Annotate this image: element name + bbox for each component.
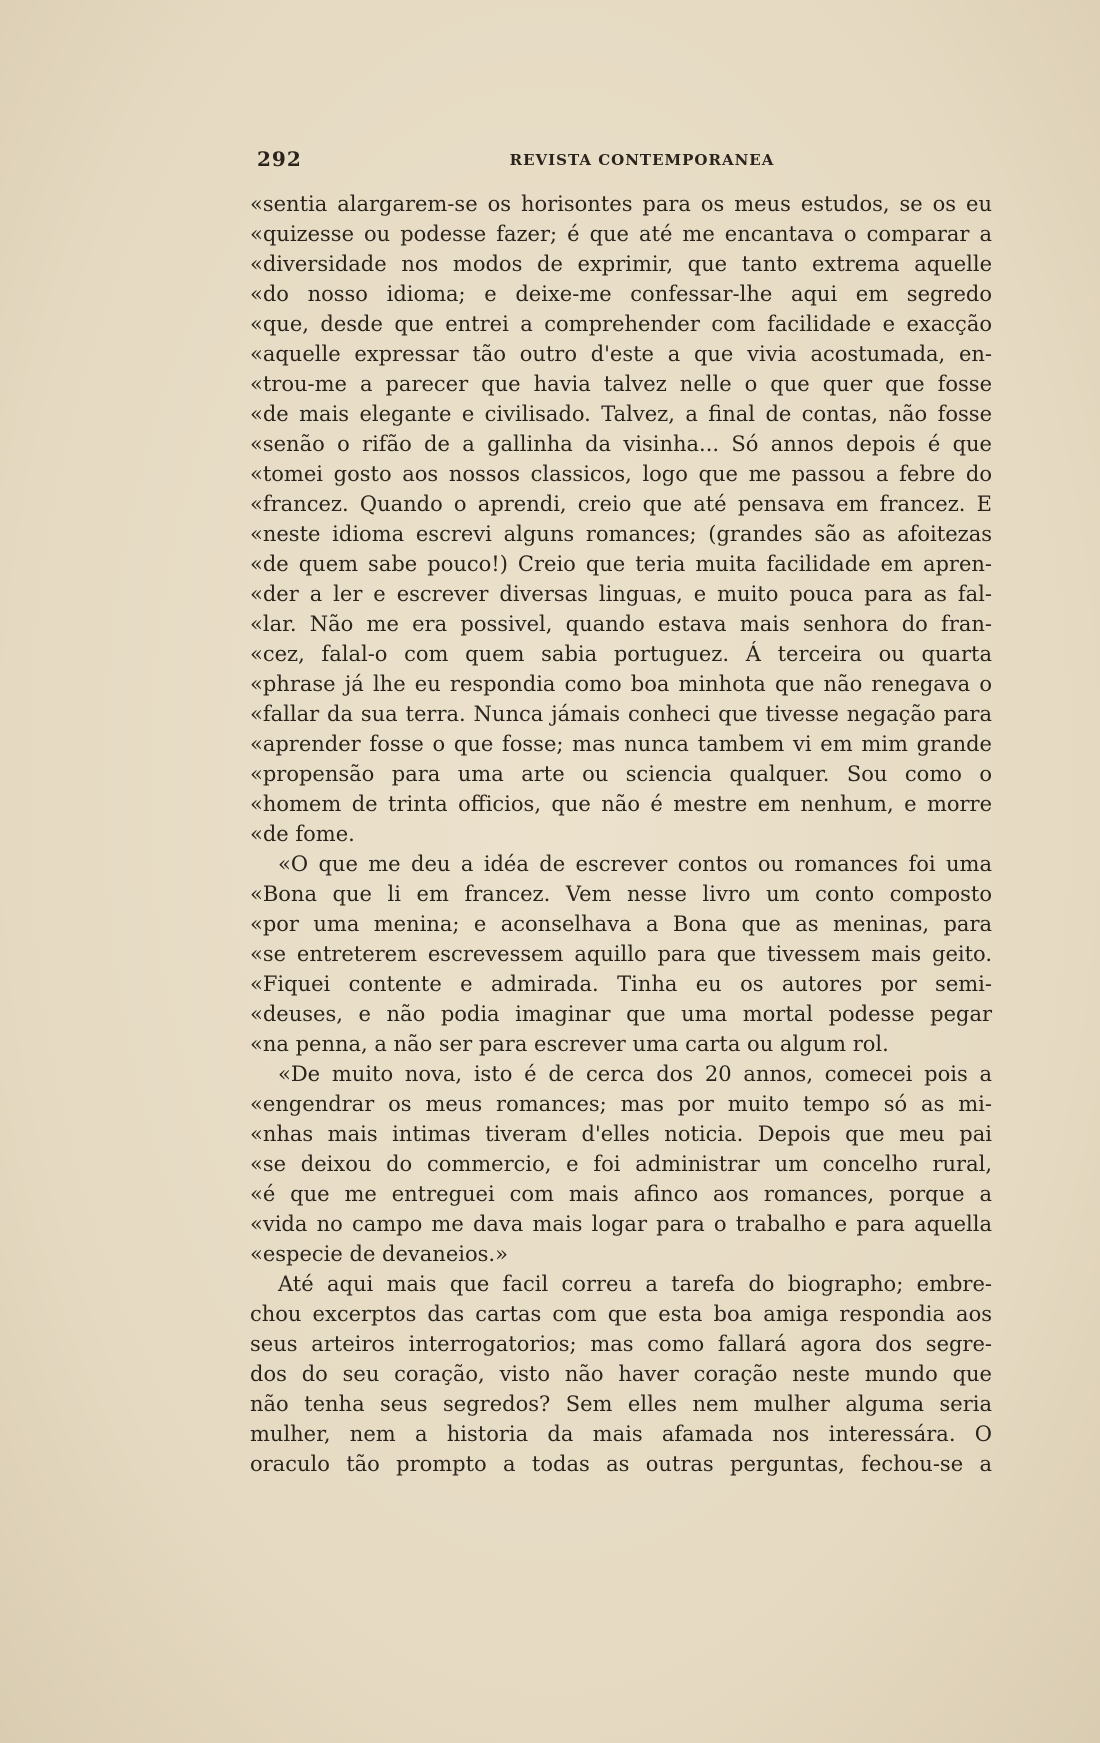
text-line: «der a ler e escrever diversas linguas, e muito pouca para as fal- xyxy=(250,582,992,606)
text-line: «O que me deu a idéa de escrever contos ou romances foi uma xyxy=(278,852,992,876)
text-line: não tenha seus segredos? Sem elles nem mulher alguma seria xyxy=(250,1392,992,1416)
text-line: «do nosso idioma; e deixe-me confessar-lhe aqui em segredo xyxy=(250,282,992,306)
text-line: Até aqui mais que facil correu a tarefa do biographo; embre- xyxy=(278,1272,992,1296)
text-line: «tomei gosto aos nossos classicos, logo que me passou a febre do xyxy=(250,462,992,486)
text-line: «homem de trinta officios, que não é mestre em nenhum, e morre xyxy=(250,792,992,816)
text-line: «sentia alargarem-se os horisontes para os meus estudos, se os eu xyxy=(250,192,992,216)
text-line: «fallar da sua terra. Nunca jámais conheci que tivesse negação para xyxy=(250,702,992,726)
text-line: «Fiquei contente e admirada. Tinha eu os autores por semi- xyxy=(250,972,992,996)
running-title: REVISTA CONTEMPORANEA xyxy=(509,151,775,169)
text-line: «especie de devaneios.» xyxy=(250,1242,508,1266)
text-line: «lar. Não me era possivel, quando estava mais senhora do fran- xyxy=(250,612,992,636)
text-line: «aquelle expressar tão outro d'este a que vivia acostumada, en- xyxy=(250,342,992,366)
text-line: «se deixou do commercio, e foi administrar um concelho rural, xyxy=(250,1152,992,1176)
page-header xyxy=(257,147,997,177)
page-number: 292 xyxy=(257,147,302,171)
body-text xyxy=(250,189,992,1479)
text-line: chou excerptos das cartas com que esta boa amiga respondia aos xyxy=(250,1302,992,1326)
text-line: «propensão para uma arte ou sciencia qualquer. Sou como o xyxy=(250,762,992,786)
text-line: «na penna, a não ser para escrever uma carta ou algum rol. xyxy=(250,1032,889,1056)
text-line: «por uma menina; e aconselhava a Bona que as meninas, para xyxy=(250,912,992,936)
text-line: «aprender fosse o que fosse; mas nunca tambem vi em mim grande xyxy=(250,732,992,756)
text-line: «nhas mais intimas tiveram d'elles noticia. Depois que meu pai xyxy=(250,1122,992,1146)
text-line: «francez. Quando o aprendi, creio que até pensava em francez. E xyxy=(250,492,992,516)
text-line: «de quem sabe pouco!) Creio que teria muita facilidade em apren- xyxy=(250,552,992,576)
text-line: «phrase já lhe eu respondia como boa minhota que não renegava o xyxy=(250,672,992,696)
text-line: «quizesse ou podesse fazer; é que até me encantava o comparar a xyxy=(250,222,992,246)
text-line: «de fome. xyxy=(250,822,355,846)
text-line: «vida no campo me dava mais logar para o trabalho e para aquella xyxy=(250,1212,992,1236)
text-line: «cez, falal-o com quem sabia portuguez. Á terceira ou quarta xyxy=(250,642,992,666)
text-line: oraculo tão prompto a todas as outras perguntas, fechou-se a xyxy=(250,1452,992,1476)
text-line: «De muito nova, isto é de cerca dos 20 annos, comecei pois a xyxy=(278,1062,992,1086)
text-line: «que, desde que entrei a comprehender com facilidade e exacção xyxy=(250,312,992,336)
text-line: seus arteiros interrogatorios; mas como fallará agora dos segre- xyxy=(250,1332,992,1356)
text-line: «diversidade nos modos de exprimir, que tanto extrema aquelle xyxy=(250,252,992,276)
text-line: «trou-me a parecer que havia talvez nelle o que quer que fosse xyxy=(250,372,992,396)
text-line: «neste idioma escrevi alguns romances; (grandes são as afoitezas xyxy=(250,522,992,546)
text-line: «é que me entreguei com mais afinco aos romances, porque a xyxy=(250,1182,992,1206)
text-line: dos do seu coração, visto não haver coração neste mundo que xyxy=(250,1362,992,1386)
text-line: mulher, nem a historia da mais afamada nos interessára. O xyxy=(250,1422,992,1446)
text-line: «engendrar os meus romances; mas por muito tempo só as mi- xyxy=(250,1092,992,1116)
text-line: «deuses, e não podia imaginar que uma mortal podesse pegar xyxy=(250,1002,992,1026)
text-line: «de mais elegante e civilisado. Talvez, a final de contas, não fosse xyxy=(250,402,992,426)
text-line: «Bona que li em francez. Vem nesse livro um conto composto xyxy=(250,882,992,906)
text-line: «se entreterem escrevessem aquillo para que tivessem mais geito. xyxy=(250,942,992,966)
text-line: «senão o rifão de a gallinha da visinha... Só annos depois é que xyxy=(250,432,992,456)
